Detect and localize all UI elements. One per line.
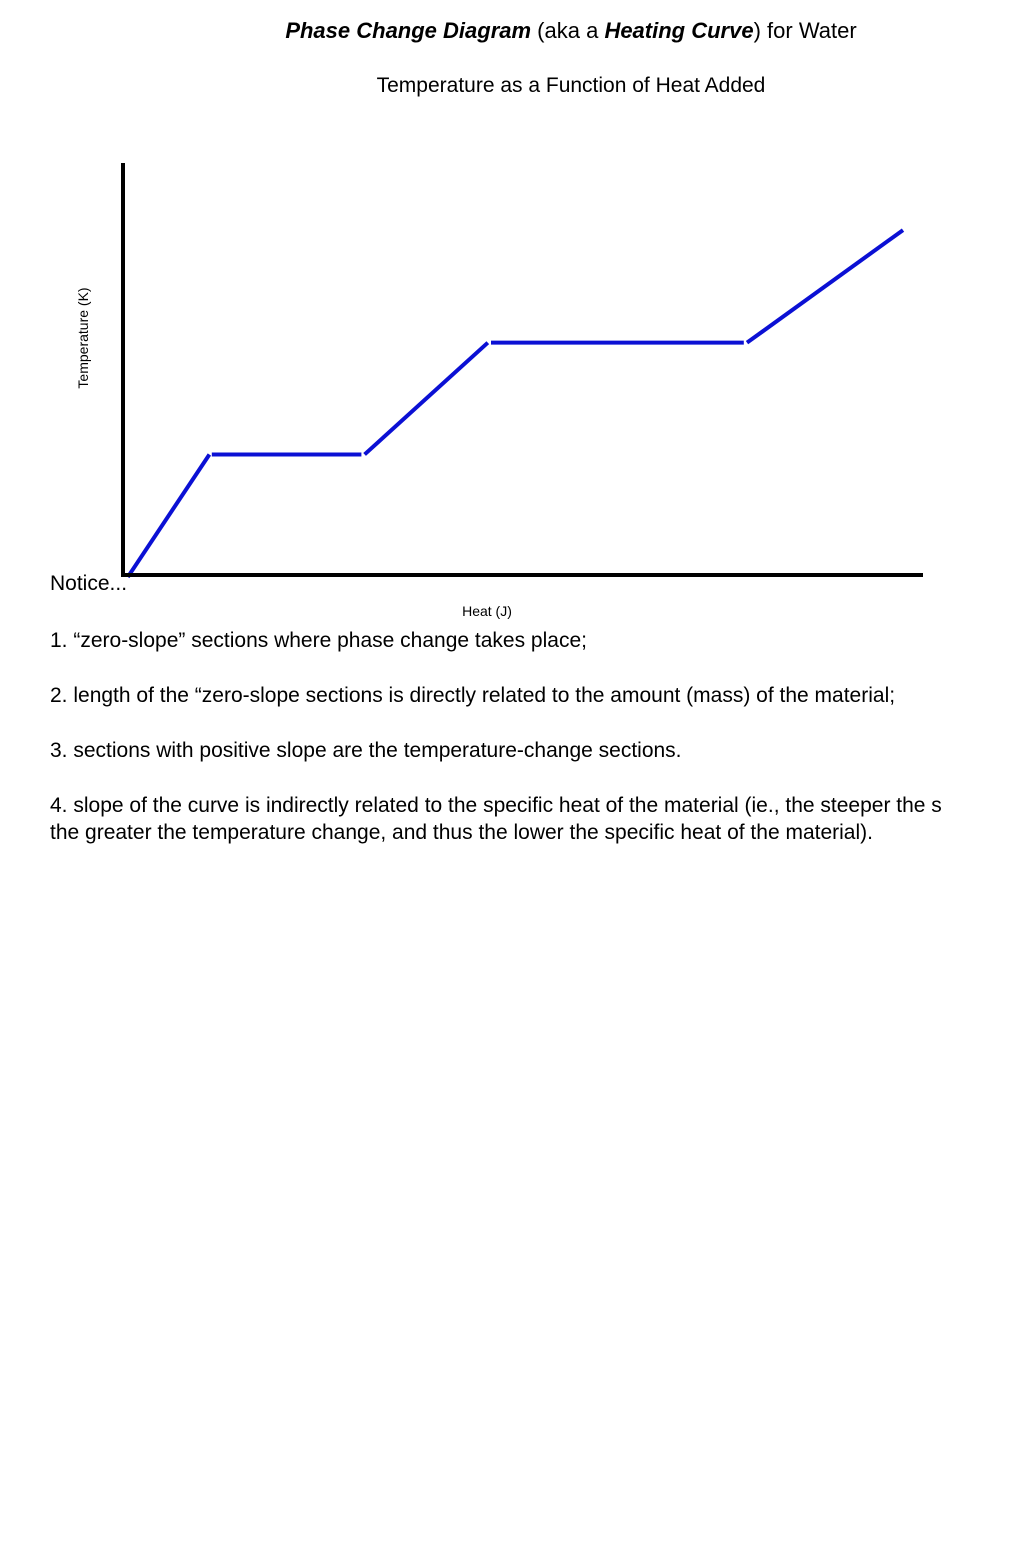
- note-1: 1. “zero-slope” sections where phase change takes place;: [50, 629, 587, 652]
- curve-segment-5: [747, 230, 903, 343]
- note-4-line-2: the greater the temperature change, and thus the lower the specific heat of the material).: [50, 821, 873, 844]
- title-bold-phase-change-diagram: Phase Change Diagram: [285, 18, 532, 43]
- x-axis-label: Heat (J): [462, 603, 512, 619]
- series-layer: [128, 230, 903, 577]
- curve-segment-3: [365, 343, 488, 455]
- notice-heading: Notice...: [50, 572, 128, 595]
- note-4-line-1: 4. slope of the curve is indirectly related to the specific heat of the material (ie., the steeper the s: [50, 794, 942, 817]
- curve-segment-1: [128, 454, 210, 577]
- heating-curve-chart: [0, 0, 1024, 640]
- title-end: ) for Water: [753, 18, 857, 43]
- note-3: 3. sections with positive slope are the temperature-change sections.: [50, 739, 682, 762]
- note-2: 2. length of the “zero-slope sections is directly related to the amount (mass) of the material;: [50, 684, 896, 707]
- title-middle: (aka a: [531, 18, 605, 43]
- page-subtitle: Temperature as a Function of Heat Added: [376, 74, 766, 97]
- y-axis-label: Temperature (K): [75, 287, 91, 389]
- title-bold-heating-curve: Heating Curve: [604, 18, 754, 43]
